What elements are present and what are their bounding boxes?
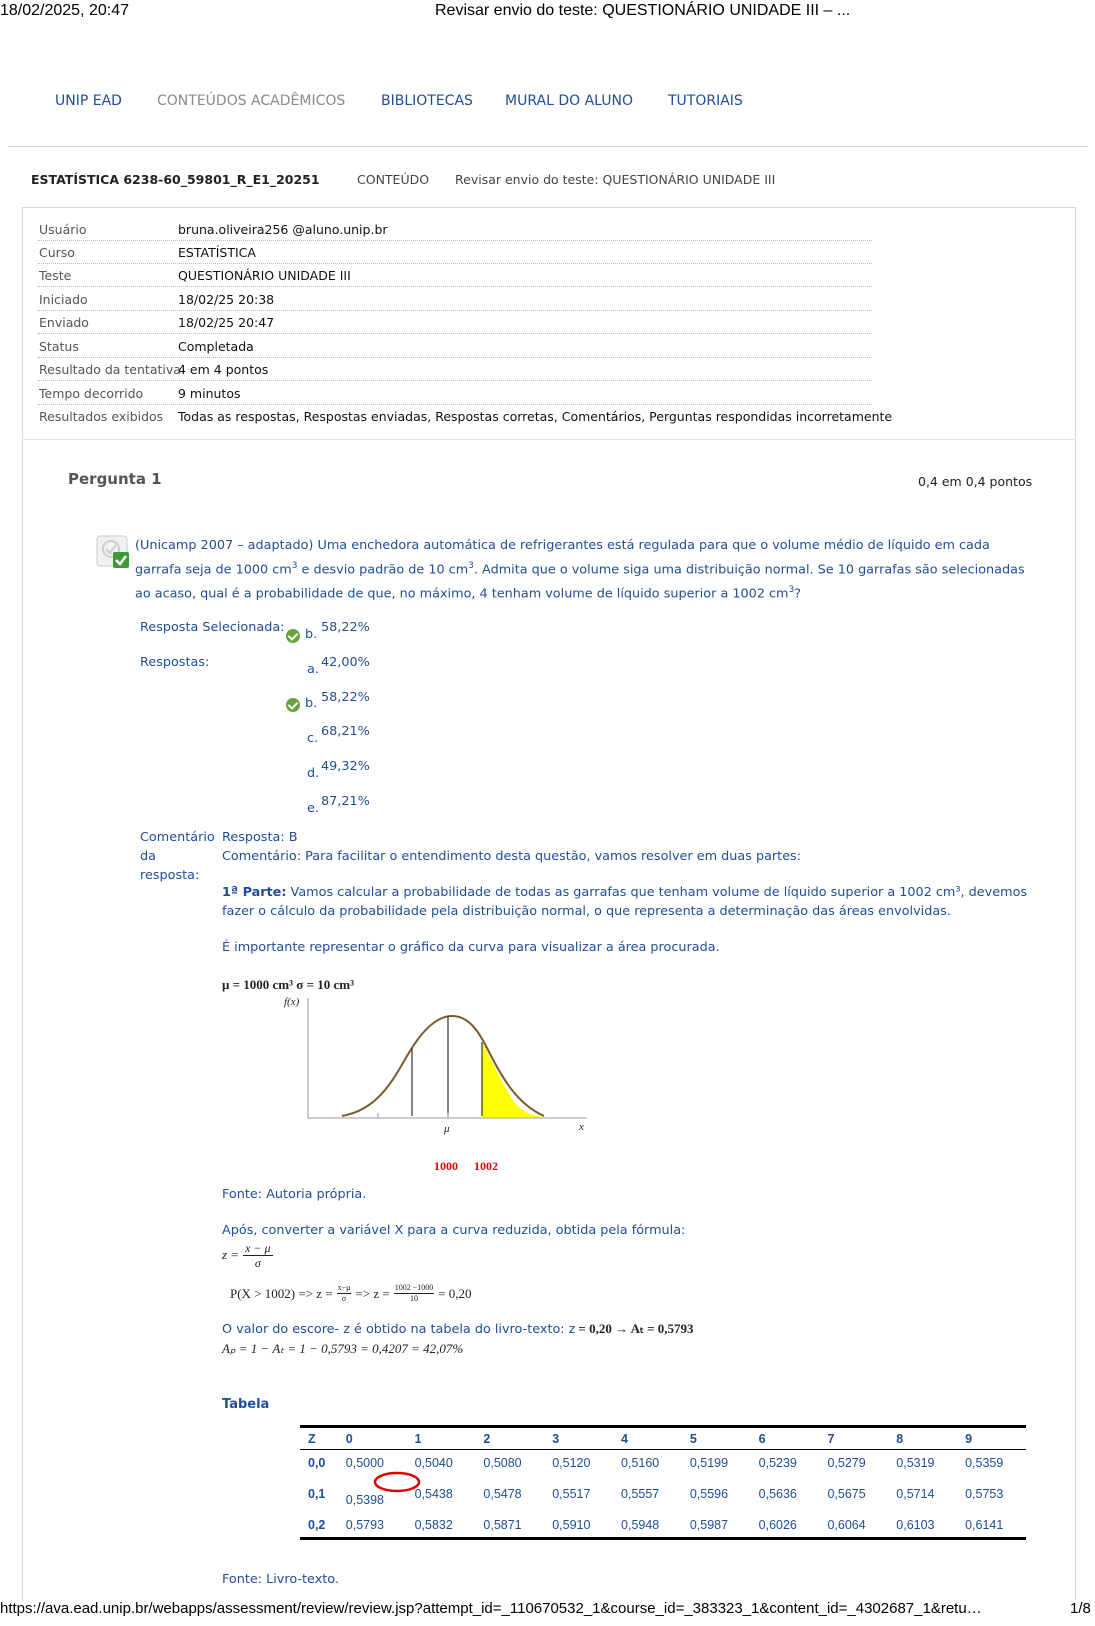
table-cell: 0,5793	[338, 1512, 407, 1539]
correct-check-icon	[286, 629, 300, 643]
ap-formula: Aₚ = 1 − Aₜ = 1 − 0,5793 = 0,4207 = 42,07%	[222, 1341, 464, 1356]
option-text: 42,00%	[321, 655, 370, 670]
zscore-line: O valor do escore- z é obtido na tabela do livro-texto: z = 0,20 → Aₜ = 0,5793	[222, 1321, 694, 1337]
option-text: 49,32%	[321, 759, 370, 774]
info-value: 9 minutos	[178, 386, 241, 401]
selected-answer-label: Resposta Selecionada:	[140, 620, 285, 635]
comment-intro: Comentário: Para facilitar o entendimento desta questão, vamos resolver em duas partes:	[222, 849, 802, 864]
comment-answer: Resposta: B	[222, 830, 298, 845]
table-cell: 0,5910	[544, 1512, 613, 1539]
print-title: Revisar envio do teste: QUESTIONÁRIO UNIDADE III – ...	[435, 2, 851, 19]
table-cell: 0,6141	[957, 1512, 1026, 1539]
table-cell: 0,2	[300, 1512, 338, 1539]
chart-params: μ = 1000 cm³ σ = 10 cm³	[222, 977, 354, 992]
figure-source: Fonte: Autoria própria.	[222, 1187, 367, 1202]
info-value: 4 em 4 pontos	[178, 362, 269, 377]
shaded-area	[482, 1042, 544, 1117]
column-header: 1	[407, 1427, 476, 1450]
comment-label: Comentário da resposta:	[140, 830, 215, 883]
info-value: bruna.oliveira256 @aluno.unip.br	[178, 222, 388, 237]
table-cell: 0,5319	[896, 1456, 935, 1470]
info-value: QUESTIONÁRIO UNIDADE III	[178, 268, 351, 283]
column-header: 0	[338, 1427, 407, 1450]
table-cell: 0,5948	[613, 1512, 682, 1539]
comment-convert: Após, converter a variável X para a curva reduzida, obtida pela fórmula:	[222, 1223, 686, 1238]
chart-1002-label: 1002	[474, 1159, 498, 1173]
info-value: 18/02/25 20:38	[178, 292, 275, 307]
selected-answer-letter: b.	[305, 627, 318, 642]
question-text: (Unicamp 2007 – adaptado) Uma enchedora automática de refrigerantes está regulada para que o volume médio de líquido em cada garrafa seja de 1000 $cm^3$ e desvio padrão de 10 $cm^3$. Admita que o volume siga uma distribuição normal. Se 10 garrafas são selecionadas ao acaso, qual é a probabilidade de que, no máximo, 4 tenham volume de líquido superior a 1002 $cm^3$?	[135, 538, 1025, 602]
table-cell: 0,5557	[621, 1487, 660, 1501]
option-text: 68,21%	[321, 724, 370, 739]
chart-fx-label: f(x)	[284, 996, 300, 1008]
info-row	[38, 241, 872, 264]
breadcrumb-page: Revisar envio do teste: QUESTIONÁRIO UNIDADE III	[455, 172, 776, 187]
table-cell: 0,5239	[758, 1456, 797, 1470]
highlight-ellipse	[370, 1468, 426, 1496]
info-label: Enviado	[39, 315, 89, 330]
table-cell: 0,5714	[896, 1487, 935, 1501]
selected-answer-value: 58,22%	[321, 620, 370, 635]
info-label: Resultado da tentativa	[39, 362, 181, 377]
normal-curve-figure	[282, 992, 602, 1177]
nav-tutoriais[interactable]: TUTORIAIS	[668, 93, 743, 109]
info-label: Status	[39, 339, 79, 354]
z-formula: z = $\frac{x - \mu}{\sigma}$	[222, 1240, 271, 1270]
breadcrumb-course[interactable]: ESTATÍSTICA 6238-60_59801_R_E1_20251	[31, 172, 320, 187]
option-letter: e.	[307, 801, 319, 816]
comment-important: É importante representar o gráfico da curva para visualizar a área procurada.	[222, 940, 720, 955]
table-title: Tabela	[222, 1397, 270, 1412]
info-label: Usuário	[39, 222, 87, 237]
info-value: 18/02/25 20:47	[178, 315, 275, 330]
option-letter: d.	[307, 766, 320, 781]
table-cell: 0,5359	[965, 1456, 1004, 1470]
column-header: 3	[544, 1427, 613, 1450]
table-cell: 0,6103	[888, 1512, 957, 1539]
probability-formula: P(X > 1002) => z = $\frac{x-\mu}{\sigma}$ => z = $\frac{1002 -1000}{10}$ = 0,20	[230, 1283, 472, 1303]
info-label: Teste	[39, 268, 72, 283]
table-cell: 0,5199	[689, 1456, 729, 1470]
info-row	[38, 405, 893, 428]
nav-divider	[8, 146, 1088, 147]
info-label: Tempo decorrido	[39, 386, 144, 401]
table-cell: 0,5080	[483, 1456, 522, 1470]
option-letter: c.	[307, 731, 319, 746]
option-text: 87,21%	[321, 794, 370, 809]
nav-bibliotecas[interactable]: BIBLIOTECAS	[381, 93, 473, 109]
info-row	[38, 288, 872, 311]
info-label: Resultados exibidos	[39, 409, 164, 424]
table-cell: 0,5987	[682, 1512, 751, 1539]
chart-1000-label: 1000	[434, 1159, 458, 1173]
info-row	[38, 264, 872, 287]
table-cell: 0,6026	[751, 1512, 820, 1539]
print-page-number: 1/8	[1070, 1600, 1091, 1617]
answers-label: Respostas:	[140, 655, 210, 670]
info-row	[38, 382, 872, 405]
option-letter: a.	[307, 662, 319, 677]
option-text: 58,22%	[321, 690, 370, 705]
question-title: Pergunta 1	[68, 470, 162, 488]
table-cell: 0,5636	[758, 1487, 797, 1501]
table-cell: 0,5871	[475, 1512, 544, 1539]
column-header: 5	[682, 1427, 751, 1450]
column-header: 8	[888, 1427, 957, 1450]
column-header: Z	[300, 1427, 338, 1450]
table-cell: 0,5398	[345, 1493, 385, 1507]
correct-question-icon	[96, 535, 132, 571]
print-url: https://ava.ead.unip.br/webapps/assessment/review/review.jsp?attempt_id=_110670532_1&course_id=_383323_1&content_id=_4302687_1&retu…	[0, 1600, 982, 1617]
breadcrumb-section[interactable]: CONTEÚDO	[357, 172, 430, 187]
table-cell: 0,5040	[414, 1456, 453, 1470]
column-header: 7	[819, 1427, 888, 1450]
table-cell: 0,5832	[407, 1512, 476, 1539]
table-cell: 0,5478	[483, 1487, 522, 1501]
info-label: Curso	[39, 245, 75, 260]
table-cell: 0,5675	[827, 1487, 866, 1501]
info-label: Iniciado	[39, 292, 88, 307]
table-cell: 0,0	[308, 1456, 326, 1470]
section-divider	[22, 439, 1076, 440]
table-cell: 0,1	[308, 1487, 326, 1501]
table-cell: 0,6064	[819, 1512, 888, 1539]
table-cell: 0,5120	[552, 1456, 591, 1470]
info-value: ESTATÍSTICA	[178, 245, 256, 260]
info-row	[38, 218, 872, 241]
table-cell: 0,5000	[345, 1456, 385, 1470]
nav-unip-ead[interactable]: UNIP EAD	[55, 93, 122, 109]
print-datetime: 18/02/2025, 20:47	[0, 2, 130, 19]
table-cell: 0,5596	[689, 1487, 729, 1501]
column-header: 4	[613, 1427, 682, 1450]
table-cell: 0,5279	[827, 1456, 866, 1470]
table-cell: 0,5160	[621, 1456, 660, 1470]
table-row	[300, 1512, 1026, 1539]
table-header-row	[300, 1427, 1026, 1450]
chart-mu-label: μ	[444, 1123, 450, 1135]
table-cell: 0,5438	[414, 1487, 453, 1501]
chart-x-label: x	[579, 1121, 584, 1133]
info-value: Todas as respostas, Respostas enviadas, Respostas corretas, Comentários, Perguntas respondidas incorretamente	[178, 409, 893, 424]
info-row	[38, 335, 872, 358]
question-score: 0,4 em 0,4 pontos	[918, 474, 1033, 489]
nav-mural-do-aluno[interactable]: MURAL DO ALUNO	[505, 93, 633, 109]
column-header: 2	[475, 1427, 544, 1450]
option-letter: b.	[305, 696, 318, 711]
table-source: Fonte: Livro-texto.	[222, 1572, 339, 1587]
density-curve	[342, 1016, 544, 1116]
info-value: Completada	[178, 339, 254, 354]
column-header: 6	[751, 1427, 820, 1450]
table-cell: 0,5753	[965, 1487, 1004, 1501]
nav-conteudos-academicos[interactable]: CONTEÚDOS ACADÊMICOS	[157, 93, 346, 109]
info-row	[38, 311, 872, 334]
column-header: 9	[957, 1427, 1026, 1450]
comment-part1: 1ª Parte: Vamos calcular a probabilidade de todas as garrafas que tenham volume de líquido superior a 1002 cm³, devemos fazer o cálculo da probabilidade pela distribuição normal, o que representa a determinação das áreas envolvidas.	[222, 885, 1028, 919]
correct-check-icon	[286, 698, 300, 712]
table-cell: 0,5517	[552, 1487, 591, 1501]
info-row	[38, 358, 872, 381]
